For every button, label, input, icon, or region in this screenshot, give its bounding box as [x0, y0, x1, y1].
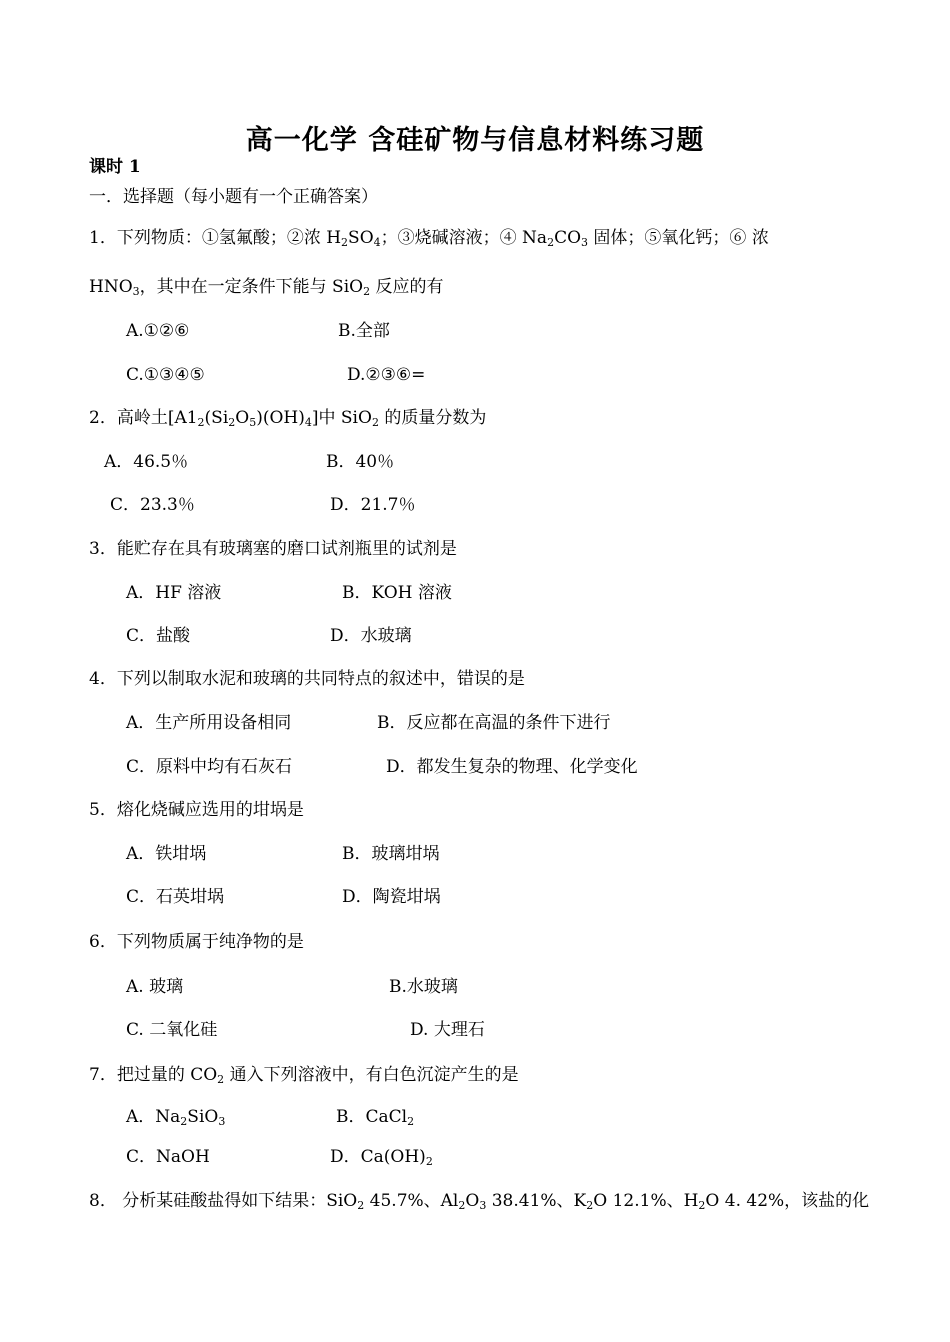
question-3-stem: 3．能贮存在具有玻璃塞的磨口试剂瓶里的试剂是 — [89, 539, 457, 559]
question-3-option-a: A．HF 溶液 — [126, 583, 222, 603]
question-2-option-d: D．21.7％ — [330, 495, 416, 515]
question-1-stem-line-1: 1．下列物质：①氢氟酸；②浓 $H_2SO_4$；③烧碱溶液；④ $Na_2CO_3$ 固体；⑤氧化钙；⑥ 浓 — [89, 228, 769, 249]
question-7-option-d: D．$Ca(OH)_2$ — [330, 1147, 433, 1168]
question-7-option-c: C．NaOH — [126, 1147, 210, 1167]
question-6-option-a: A. 玻璃 — [126, 977, 184, 997]
section-heading: 一．选择题（每小题有一个正确答案） — [89, 187, 378, 207]
question-2-option-a: A．46.5％ — [104, 452, 189, 472]
question-6-option-c: C. 二氧化硅 — [126, 1020, 218, 1040]
question-3-option-d: D．水玻璃 — [330, 626, 412, 646]
question-3-option-c: C．盐酸 — [126, 626, 191, 646]
question-6-option-b: B.水玻璃 — [389, 977, 458, 997]
question-7-stem: 7．把过量的 $CO_2$ 通入下列溶液中，有白色沉淀产生的是 — [89, 1065, 519, 1086]
question-7-option-b: B．CaCl$_2$ — [336, 1107, 415, 1128]
question-5-option-b: B．玻璃坩埚 — [342, 844, 440, 864]
question-1-option-b: B.全部 — [338, 321, 390, 341]
question-7-option-a: A．$Na_2SiO_3$ — [126, 1107, 226, 1128]
question-6-option-d: D. 大理石 — [410, 1020, 485, 1040]
question-4-option-a: A．生产所用设备相同 — [126, 713, 292, 733]
lesson-label: 课时 1 — [89, 157, 141, 177]
question-5-option-d: D．陶瓷坩埚 — [342, 887, 441, 907]
question-2-option-c: C．23.3％ — [110, 495, 195, 515]
question-2-stem: 2．高岭土$[A1_2(Si_2O_5)(OH)_4]$中 SiO$_2$ 的质量分数为 — [89, 408, 487, 429]
question-5-stem: 5．熔化烧碱应选用的坩埚是 — [89, 800, 304, 820]
question-4-option-b: B．反应都在高温的条件下进行 — [377, 713, 611, 733]
question-2-option-b: B．40％ — [326, 452, 395, 472]
question-1-option-d: D.②③⑥= — [347, 365, 426, 385]
question-4-stem: 4．下列以制取水泥和玻璃的共同特点的叙述中，错误的是 — [89, 669, 525, 689]
question-8-stem: 8． 分析某硅酸盐得如下结果：SiO$_2$ 45.7%、$Al_2O_3$ 38.41%、$K_2O$ 12.1%、$H_2O$ 4. 42%，该盐的化 — [89, 1191, 870, 1212]
question-5-option-c: C．石英坩埚 — [126, 887, 225, 907]
question-3-option-b: B．KOH 溶液 — [342, 583, 452, 603]
question-1-option-c: C.①③④⑤ — [126, 365, 205, 385]
question-1-stem-line-2: $HNO_3$，其中在一定条件下能与 SiO$_2$ 反应的有 — [89, 277, 444, 298]
question-1-option-a: A.①②⑥ — [126, 321, 190, 341]
question-4-option-c: C．原料中均有石灰石 — [126, 757, 293, 777]
page-title: 高一化学 含硅矿物与信息材料练习题 — [245, 125, 705, 156]
question-5-option-a: A．铁坩埚 — [126, 844, 207, 864]
question-6-stem: 6．下列物质属于纯净物的是 — [89, 932, 304, 952]
question-4-option-d: D．都发生复杂的物理、化学变化 — [386, 757, 638, 777]
